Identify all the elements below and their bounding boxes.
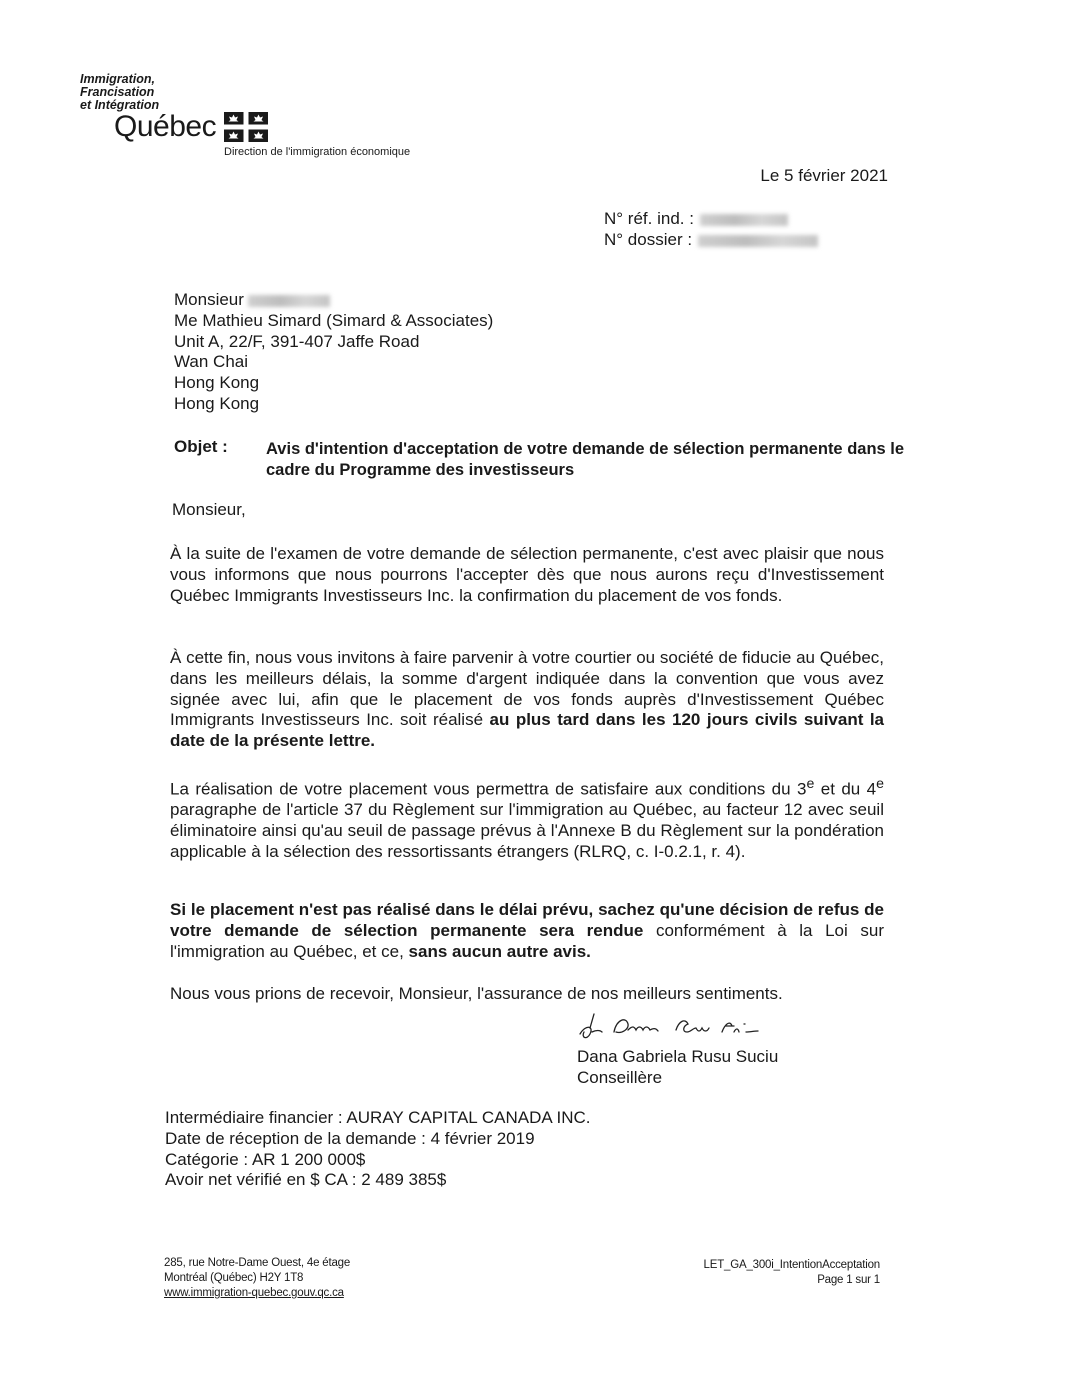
footer-website-link[interactable]: www.immigration-quebec.gouv.qc.ca [164, 1287, 344, 1299]
reference-label: N° réf. ind. : [604, 209, 694, 228]
recipient-line: Wan Chai [174, 352, 249, 372]
signer-block [577, 1046, 778, 1088]
no-notice-emphasis: sans aucun autre avis. [408, 941, 591, 961]
redacted-dossier [698, 235, 818, 247]
signer-name: Dana Gabriela Rusu Suciu [577, 1047, 779, 1066]
references-block [604, 208, 818, 250]
ministry-line-3: et Intégration [80, 98, 160, 112]
warning-emphasis: Si le placement n'est pas réalisé dans le délai prévu, sachez qu'une décision de refus de votre demande de sélection permanente sera rendue [170, 900, 884, 940]
ministry-name [80, 73, 159, 112]
detail-reception-date: Date de réception de la demande : 4 février 2019 [165, 1128, 535, 1148]
detail-intermediary: Intermédiaire financier : AURAY CAPITAL CANADA INC. [165, 1108, 591, 1127]
dossier-label: N° dossier : [604, 230, 693, 249]
detail-category: Catégorie : AR 1 200 000$ [165, 1149, 366, 1169]
footer-address-line-1: 285, rue Notre-Dame Ouest, 4e étage [164, 1257, 351, 1269]
subject-label: Objet : [174, 437, 228, 456]
page-number: Page 1 sur 1 [817, 1274, 880, 1286]
footer-address [164, 1256, 350, 1301]
recipient-line: Me Mathieu Simard (Simard & Associates) [174, 310, 494, 330]
application-details [165, 1108, 590, 1191]
redacted-name [248, 295, 330, 307]
recipient-line: Monsieur [174, 290, 493, 311]
paragraph-3: La réalisation de votre placement vous permettra de satisfaire aux conditions du 3e et du 4e paragraphe de l'article 37 du Règlement sur l'immigration au Québec, au facteur 12 avec seuil éliminatoire ainsi qu'au seuil de passage prévus à l'Annexe B du Règlement sur la pondération applicable à la sélection des ressortissants étrangers (RLRQ, c. I-0.2.1, r. 4). [170, 776, 884, 862]
recipient-address [174, 290, 493, 415]
footer-address-line-2: Montréal (Québec) H2Y 1T8 [164, 1272, 304, 1284]
paragraph-1: À la suite de l'examen de votre demande de sélection permanente, c'est avec plaisir que nous vous informons que nous pourrons l'accepter dès que nous aurons reçu d'Investissement Québec Immigrants Investisseurs Inc. la confirmation du placement de vos fonds. [170, 544, 884, 605]
letter-date: Le 5 février 2021 [760, 166, 888, 185]
dossier-line [604, 229, 818, 250]
redacted-reference [700, 214, 788, 226]
quebec-flag-icon [224, 112, 268, 142]
ministry-line-1: Immigration, [80, 72, 156, 86]
signer-title: Conseillère [577, 1068, 663, 1087]
direction-name: Direction de l'immigration économique [224, 146, 411, 158]
detail-net-worth: Avoir net vérifié en $ CA : 2 489 385$ [165, 1170, 447, 1190]
paragraph-2: À cette fin, nous vous invitons à faire parvenir à votre courtier ou société de fiducie au Québec, dans les meilleurs délais, la somme d'argent indiquée dans la convention que vous avez signée avec lui, afin que le placement de vos fonds auprès d'Investissement Québec Immigrants Investisseurs Inc. soit réalisé au plus tard dans les 120 jours civils suivant la date de la présente lettre. [170, 648, 885, 751]
ministry-line-2: Francisation [80, 85, 155, 99]
recipient-line: Hong Kong [174, 393, 260, 413]
recipient-line: Hong Kong [174, 373, 260, 393]
reference-line [604, 208, 818, 229]
deadline-emphasis: au plus tard dans les 120 jours civils suivant la date de la présente lettre. [170, 710, 885, 751]
salutation: Monsieur, [172, 500, 246, 519]
document-code: LET_GA_300i_IntentionAcceptation [703, 1259, 880, 1271]
handwritten-signature [576, 1010, 786, 1044]
recipient-line: Unit A, 22/F, 391-407 Jaffe Road [174, 331, 420, 351]
subject-text: Avis d'intention d'acceptation de votre demande de sélection permanente dans le cadre du Programme des investisseurs [266, 440, 905, 479]
closing-paragraph: Nous vous prions de recevoir, Monsieur, l'assurance de nos meilleurs sentiments. [170, 984, 783, 1003]
footer-document-info [704, 1258, 880, 1288]
quebec-wordmark: Québec [114, 110, 217, 143]
paragraph-4: Si le placement n'est pas réalisé dans le délai prévu, sachez qu'une décision de refus de votre demande de sélection permanente sera rendue conformément à la Loi sur l'immigration au Québec, et ce, sans aucun autre avis. [170, 900, 884, 961]
